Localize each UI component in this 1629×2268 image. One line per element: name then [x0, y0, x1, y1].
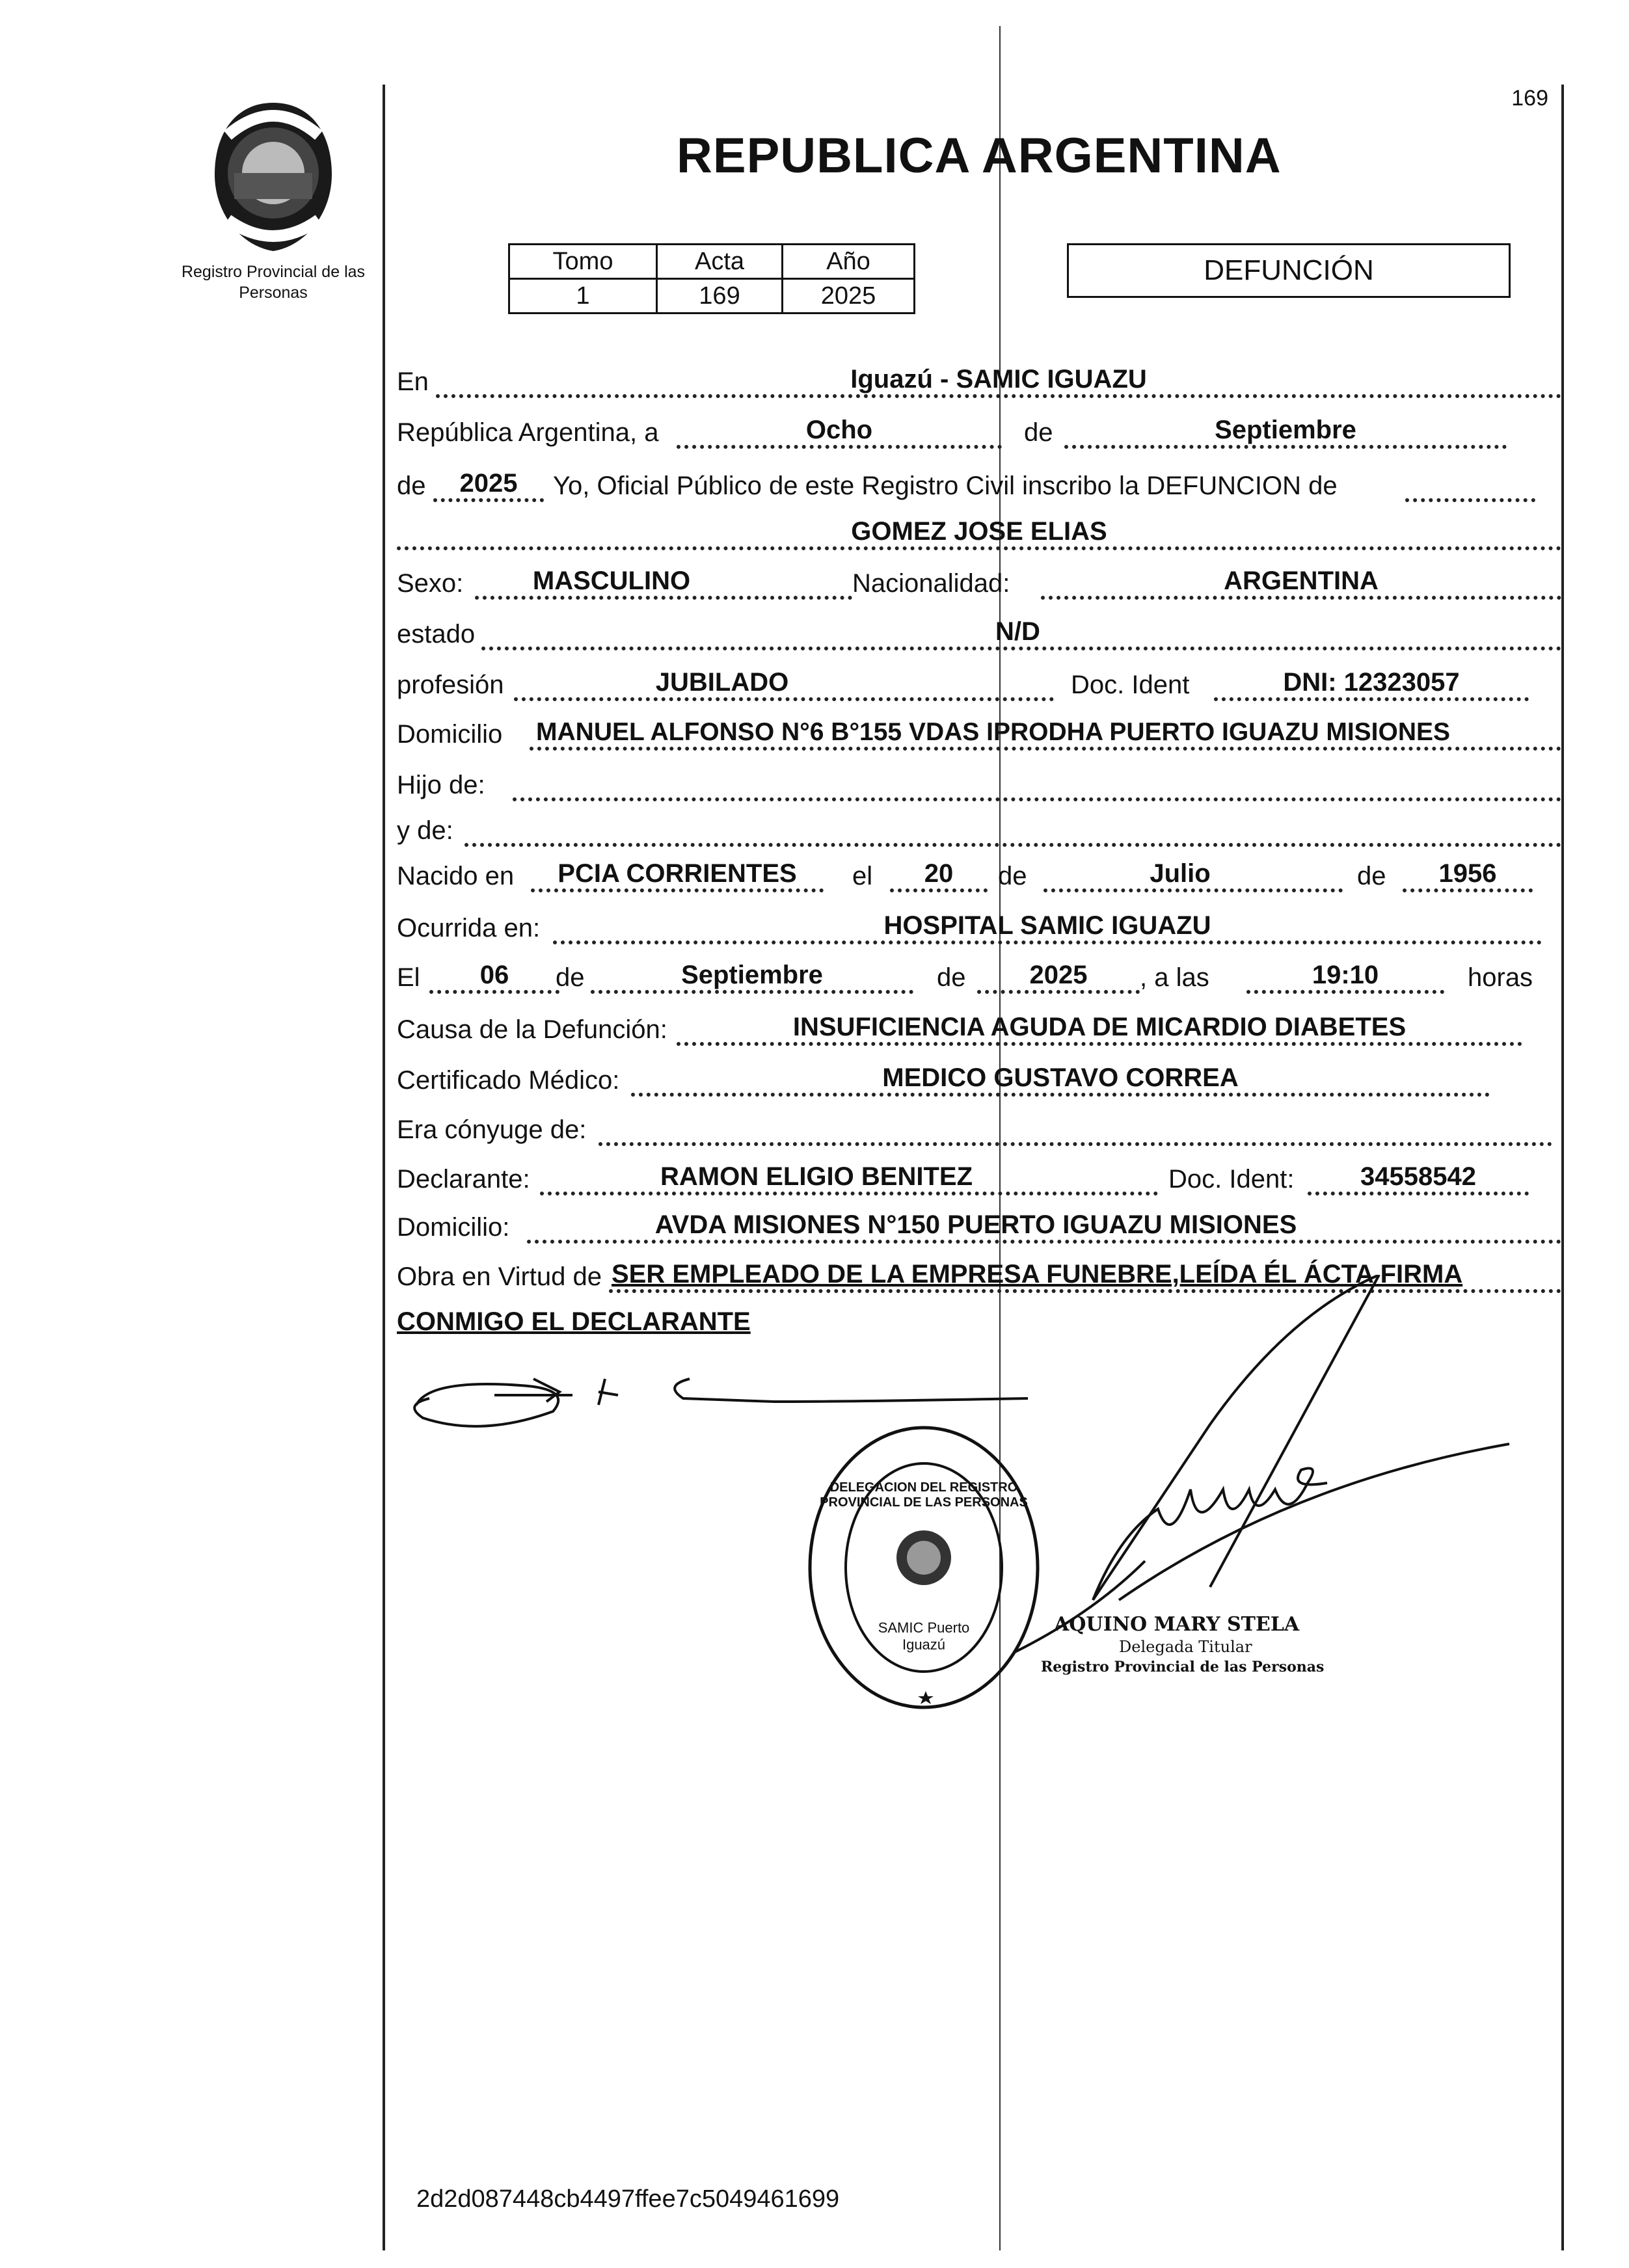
en-label: En: [397, 367, 429, 396]
el-de-label: de: [556, 963, 585, 992]
doc-ident-value: DNI: 12323057: [1283, 668, 1460, 697]
place-value: Iguazú - SAMIC IGUAZU: [850, 365, 1147, 394]
anio-header: Año: [783, 245, 915, 279]
nacido-de-label: de: [998, 862, 1027, 890]
document-type: DEFUNCIÓN: [1204, 254, 1374, 286]
record-table: [508, 243, 915, 314]
death-year-value: 2025: [1029, 961, 1088, 989]
causa-label: Causa de la Defunción:: [397, 1015, 667, 1044]
document-type-box: [1067, 243, 1511, 298]
profesion-value: JUBILADO: [655, 668, 789, 697]
row-domicilio-declarante: [397, 1207, 1561, 1246]
conyuge-label: Era cónyuge de:: [397, 1115, 587, 1144]
obra-label: Obra en Virtud de: [397, 1262, 602, 1291]
official-office: Registro Provincial de las Personas: [1041, 1659, 1325, 1675]
sexo-value: MASCULINO: [532, 567, 691, 595]
a-las-label: , a las: [1140, 963, 1209, 992]
republica-label: República Argentina, a: [397, 418, 659, 447]
row-nacido: [397, 856, 1561, 895]
death-day-value: 06: [479, 961, 509, 989]
death-time-value: 19:10: [1312, 961, 1379, 989]
page-number: 169: [1511, 86, 1548, 111]
death-place-value: HOSPITAL SAMIC IGUAZU: [883, 911, 1211, 940]
domicilio2-label: Domicilio:: [397, 1213, 510, 1242]
nacido-el-label: el: [852, 862, 873, 890]
y-de-label: y de:: [397, 816, 453, 845]
document-hash: 2d2d087448cb4497ffee7c5049461699: [416, 2185, 840, 2213]
row-causa: [397, 1009, 1561, 1048]
nacido-label: Nacido en: [397, 862, 515, 890]
nacionalidad-value: ARGENTINA: [1224, 567, 1379, 595]
ocurrida-label: Ocurrida en:: [397, 914, 541, 942]
declarante-doc-label: Doc. Ident:: [1168, 1165, 1295, 1194]
estado-label: estado: [397, 620, 476, 648]
stamp-outer-text: DELEGACION DEL REGISTRO PROVINCIAL DE LAS PERSONAS: [820, 1480, 1028, 1510]
page-title: REPUBLICA ARGENTINA: [677, 128, 1282, 183]
province-crest-logo: [195, 96, 351, 259]
death-month-value: Septiembre: [681, 961, 823, 989]
official-title: Delegada Titular: [1119, 1638, 1252, 1656]
domicilio-label: Domicilio: [397, 720, 503, 749]
row-name: [397, 514, 1561, 553]
domicilio2-value: AVDA MISIONES N°150 PUERTO IGUAZU MISIONES: [654, 1210, 1297, 1239]
sexo-label: Sexo:: [397, 569, 464, 598]
tomo-value: 1: [509, 279, 657, 314]
declarante-label: Declarante:: [397, 1165, 530, 1194]
declarante-doc-value: 34558542: [1360, 1162, 1476, 1191]
certificate-value: MEDICO GUSTAVO CORREA: [882, 1063, 1239, 1092]
row-declarante: [397, 1159, 1561, 1198]
de-label: de: [1024, 418, 1053, 447]
year-value: 2025: [459, 469, 518, 498]
nacido-de2-label: de: [1357, 862, 1386, 890]
row-hijo-de: [397, 765, 1561, 804]
hijo-de-label: Hijo de:: [397, 771, 485, 799]
profesion-label: profesión: [397, 671, 504, 699]
row-sexo: [397, 563, 1561, 602]
birth-place-value: PCIA CORRIENTES: [558, 859, 797, 888]
obra-value-line2: CONMIGO EL DECLARANTE: [397, 1307, 751, 1336]
row-domicilio: [397, 714, 1561, 753]
row-certificado: [397, 1060, 1561, 1099]
row-profesion: [397, 665, 1561, 704]
month-value: Septiembre: [1215, 416, 1356, 444]
official-stamp: [800, 1418, 1047, 1724]
official-name: AQUINO MARY STELA: [1054, 1613, 1300, 1636]
row-republica: [397, 412, 1561, 451]
registry-label: Registro Provincial de las Personas: [181, 263, 366, 302]
row-inscription: [397, 466, 1561, 505]
horas-label: horas: [1468, 963, 1533, 992]
stamp-inner-text: SAMIC Puerto Iguazú: [878, 1620, 970, 1653]
cause-value: INSUFICIENCIA AGUDA DE MICARDIO DIABETES: [792, 1013, 1407, 1041]
row-el-fecha: [397, 957, 1561, 996]
inscription-text: Yo, Oficial Público de este Registro Civil inscribo la DEFUNCION de: [553, 472, 1338, 500]
obra-value-line1: SER EMPLEADO DE LA EMPRESA FUNEBRE,LEÍDA ÉL ÁCTA FIRMA: [612, 1260, 1463, 1288]
de-year-label: de: [397, 472, 426, 500]
domicilio-value: MANUEL ALFONSO N°6 B°155 VDAS IPRODHA PUERTO IGUAZU MISIONES: [536, 718, 1451, 746]
row-ocurrida: [397, 908, 1561, 947]
row-y-de: [397, 810, 1561, 849]
doc-ident-label: Doc. Ident: [1071, 671, 1190, 699]
el-label: El: [397, 963, 420, 992]
deceased-name: GOMEZ JOSE ELIAS: [851, 517, 1107, 546]
row-conyuge: [397, 1110, 1561, 1149]
estado-value: N/D: [995, 617, 1040, 646]
left-margin-line: [383, 85, 385, 2250]
acta-header: Acta: [657, 245, 783, 279]
declarante-value: RAMON ELIGIO BENITEZ: [660, 1162, 973, 1191]
row-estado: [397, 614, 1561, 653]
anio-value: 2025: [783, 279, 915, 314]
birth-year-value: 1956: [1438, 859, 1497, 888]
row-en: [397, 362, 1561, 401]
nacionalidad-label: Nacionalidad:: [852, 569, 1010, 598]
day-word-value: Ocho: [805, 416, 873, 444]
acta-value: 169: [657, 279, 783, 314]
birth-month-value: Julio: [1150, 859, 1211, 888]
el-de2-label: de: [937, 963, 966, 992]
birth-day-value: 20: [924, 859, 954, 888]
certificado-label: Certificado Médico:: [397, 1066, 620, 1095]
right-margin-line: [1561, 85, 1564, 2250]
tomo-header: Tomo: [509, 245, 657, 279]
